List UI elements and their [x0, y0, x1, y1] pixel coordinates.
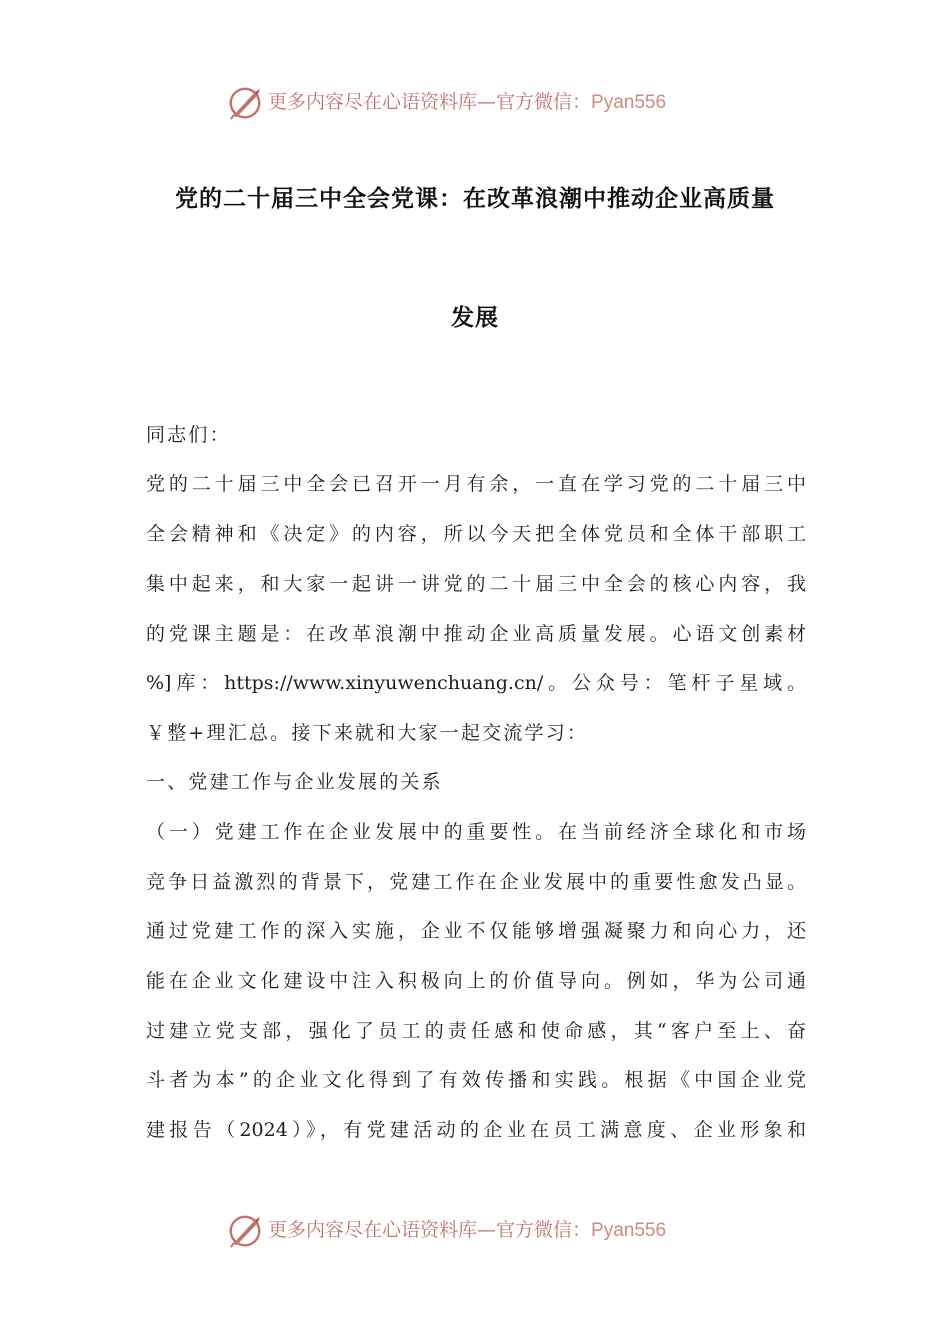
paragraph-line: 斗者为本”的企业文化得到了有效传播和实践。根据《中国企业党 [146, 1069, 806, 1091]
pen-logo-icon [226, 84, 264, 122]
paragraph-line: 过建立党支部，强化了员工的责任感和使命感，其“客户至上、奋 [146, 1020, 806, 1042]
watermark-banner-top [0, 80, 950, 124]
paragraph-line: 的党课主题是：在改革浪潮中推动企业高质量发展。心语文创素材 [146, 623, 806, 645]
paragraph-line: 全会精神和《决定》的内容，所以今天把全体党员和全体干部职工 [146, 523, 806, 545]
watermark-text: 更多内容尽在心语资料库—官方微信：Pyan556 [268, 1219, 667, 1241]
document-title-line-2: 发展 [451, 305, 499, 331]
paragraph-line: 竞争日益激烈的背景下，党建工作在企业发展中的重要性愈发凸显。 [146, 871, 806, 893]
watermark-banner-bottom [0, 1208, 950, 1252]
salutation: 同志们： [146, 424, 231, 446]
paragraph-line: （一）党建工作在企业发展中的重要性。在当前经济全球化和市场 [146, 821, 806, 843]
paragraph-line: 建报告（2024）》，有党建活动的企业在员工满意度、企业形象和 [146, 1119, 806, 1141]
section-heading: 一、党建工作与企业发展的关系 [146, 771, 443, 793]
paragraph-line: 通过党建工作的深入实施，企业不仅能够增强凝聚力和向心力，还 [146, 920, 806, 942]
pen-logo-icon [226, 1212, 264, 1250]
paragraph-line: 能在企业文化建设中注入积极向上的价值导向。例如，华为公司通 [146, 970, 806, 992]
document-title-line-1: 党的二十届三中全会党课：在改革浪潮中推动企业高质量 [175, 186, 775, 212]
paragraph-line: ￥整+理汇总。接下来就和大家一起交流学习： [146, 722, 589, 744]
paragraph-line: 党的二十届三中全会已召开一月有余，一直在学习党的二十届三中 [146, 473, 806, 495]
paragraph-line: %]库：https://www.xinyuwenchuang.cn/。公众号：笔杆子星域。 [146, 672, 806, 694]
watermark-text: 更多内容尽在心语资料库—官方微信：Pyan556 [268, 91, 667, 113]
paragraph-line: 集中起来，和大家一起讲一讲党的二十届三中全会的核心内容，我 [146, 573, 806, 595]
